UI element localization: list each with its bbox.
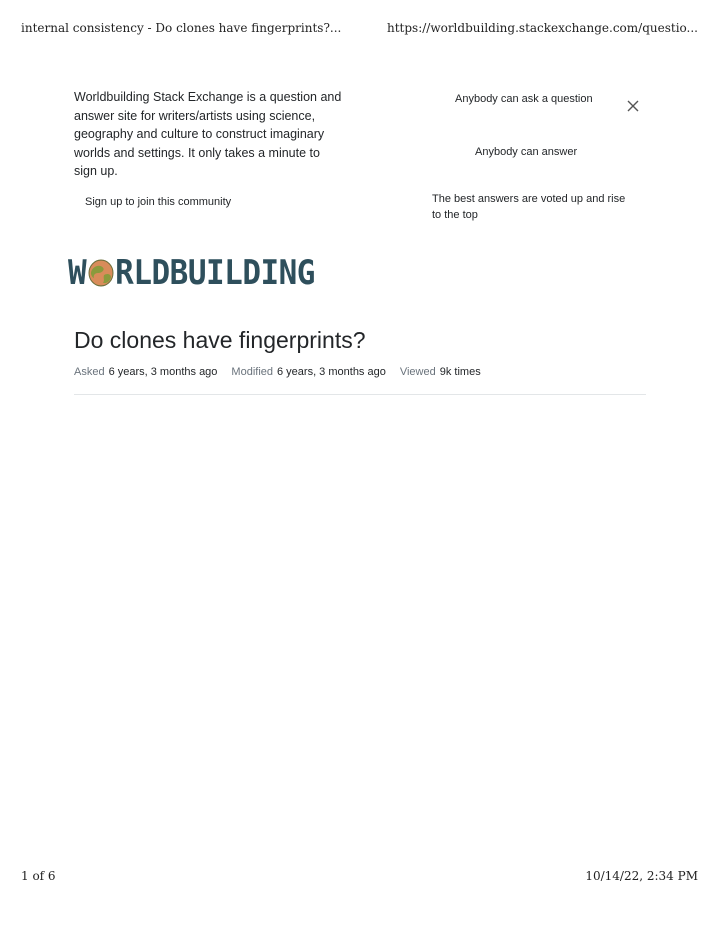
modified-label: Modified — [231, 366, 273, 378]
asked-value[interactable]: 6 years, 3 months ago — [108, 366, 218, 378]
feature-answer: Anybody can answer — [475, 146, 578, 158]
feature-ask: Anybody can ask a question — [455, 93, 593, 105]
viewed-value: 9k times — [439, 366, 481, 378]
modified-info — [231, 366, 385, 378]
question-meta — [74, 366, 481, 378]
close-icon — [627, 100, 639, 112]
modified-value[interactable]: 6 years, 3 months ago — [277, 366, 386, 378]
site-logo[interactable] — [68, 254, 315, 292]
asked-label: Asked — [74, 366, 105, 378]
viewed-info — [400, 366, 481, 378]
header-divider — [74, 394, 646, 395]
feature-voting: The best answers are voted up and rise to the top — [432, 193, 626, 221]
print-header-url: https://worldbuilding.stackexchange.com/questio... — [386, 21, 698, 35]
viewed-label: Viewed — [399, 366, 436, 378]
print-datetime: 10/14/22, 2:34 PM — [585, 869, 698, 883]
print-header-title: internal consistency - Do clones have fingerprints?... — [21, 21, 342, 35]
globe-icon — [88, 259, 114, 287]
signup-link[interactable]: Sign up to join this community — [85, 196, 232, 208]
page-number: 1 of 6 — [21, 869, 56, 883]
question-title[interactable]: Do clones have fingerprints? — [74, 327, 366, 353]
asked-info — [74, 366, 217, 378]
close-banner-button[interactable] — [624, 97, 642, 115]
logo-text-w: W — [68, 253, 87, 293]
logo-text-rest: RLDBUILDING — [115, 253, 315, 293]
community-blurb: Worldbuilding Stack Exchange is a question and answer site for writers/artists using science, geography and culture to construct imaginary worlds and settings. It only takes a minute to sign up. — [74, 90, 342, 178]
logo-wordmark — [68, 254, 315, 293]
